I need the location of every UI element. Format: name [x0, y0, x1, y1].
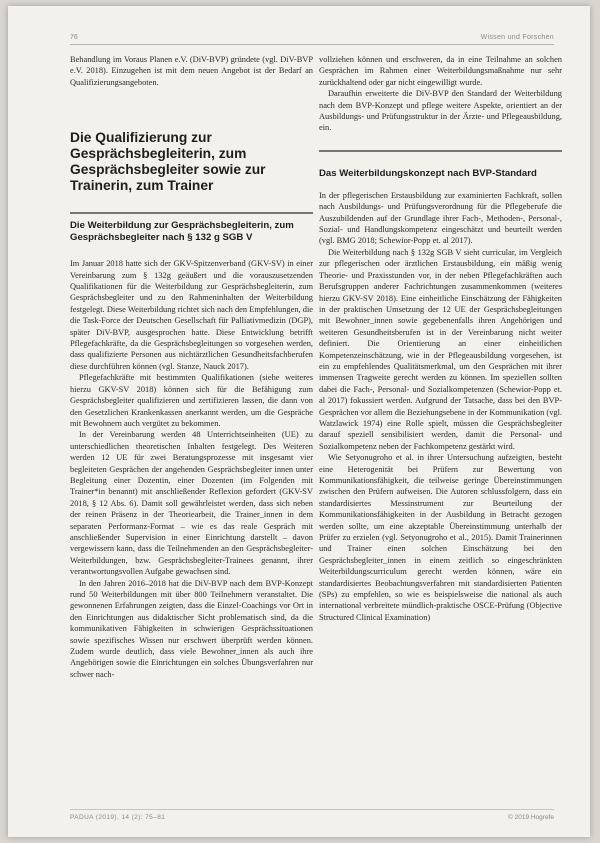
left-column — [70, 54, 313, 680]
body-paragraph: Die Weiterbildung nach § 132g SGB V sieht curricular, im Vergleich zur pflegerischen oder ärztlichen Erstausbildung, ein mäßig wenig Theorie- und Praxisstunden vor, in der neben Pflegefachkräften auch Berufsgruppen anderer Fachrichtungen zusammenkommen (weiteres hierzu GKV-SV 2018). Eine einheitliche Einschätzung der Fähigkeiten in der praktischen Umsetzung der 12 UE der Gesprächsbegleitungen mit Bewohner_innen sowie gegebenenfalls ihren Angehörigen und weiteren Gesundheitsberufen ist in der Vereinbarung nicht weiter definiert. Die Orientierung an einer einheitlichen Kompetenzeinschätzung, wie in der Pflegeausbildung vorgesehen, ist ein zu empfehlendes Qualitätsmerkmal, um den Gesprächen mit ihrer immensen Tragweite gerecht werden zu können. Im speziellen sollten dabei die Fach-, Personal- und Sozialkompetenzen (Schewior-Popp et. al 2017) fokussiert werden. Aufgrund der Tatsache, dass bei den BVP-Gesprächen vor allem die Beziehungsebene in der Kommunikation (vgl. Watzlawick 1974) eine Rolle spielt, müssen die Gesprächsbegleiter darauf speziell sensibilisiert werden, damit die Personal- und Sozialkompetenz neben der Fachkompetenz gestärkt wird. — [319, 247, 562, 451]
body-paragraph: In den Jahren 2016–2018 hat die DiV-BVP nach dem BVP-Konzept rund 50 Weiterbildungen mit über 800 Teilnehmern veranstaltet. Die gewonnenen Erfahrungen zeigten, dass die Einzel-Coachings vor Ort in den Einrichtungen aus didaktischer Sicht problematisch sind, da die kommunikativen Fähigkeiten in schwierigen Gesprächssituationen sowie spezifisches Wissen nur erschwert überprüft werden können. Zudem wurde deutlich, dass viele Bewohner_innen als auch ihre Angehörigen sowie die Einrichtungen ein solches Übungsverfahren nur schwer nach- — [70, 578, 313, 679]
journal-page — [8, 6, 590, 837]
body-paragraph: Daraufhin erweiterte die DiV-BVP den Standard der Weiterbildung nach dem BVP-Konzept und pflege weitere Aspekte, orientiert an der Ausbildungs- und Prüfungsstruktur in der Ärzte- und Pflegeausbildung, ein. — [319, 89, 562, 133]
page-footer — [70, 809, 554, 824]
page-number: 76 — [70, 34, 78, 41]
body-paragraph: Pflegefachkräfte mit bestimmten Qualifikationen (siehe weiteres hierzu GKV-SV 2018) können sich für die Befähigung zum Gesprächsbegleiter qualifizieren und zertifizieren lassen, die dann von den Gesetzlichen Krankenkassen anerkannt werden, um die Gespräche mit Bewohnern auch vergütet zu bekommen. — [70, 373, 313, 428]
journal-citation: PADUA (2019), 14 (2): 75–81 — [70, 814, 166, 821]
running-head — [70, 34, 554, 45]
copyright-notice: © 2019 Hogrefe — [508, 814, 554, 821]
heading-rule — [70, 212, 313, 214]
right-column — [319, 54, 562, 623]
heading-rule — [319, 150, 562, 152]
subsection-heading: Das Weiterbildungskonzept nach BVP-Standard — [319, 167, 537, 179]
body-paragraph: In der pflegerischen Erstausbildung zur examinierten Fachkraft, sollen nach Ausbildungs- und Prüfungsverordnung für die Pflegeberufe die Auszubildenden auf der Grundlage ihrer Fach-, Methoden-, Personal-, Sozial- und Handlungskompetenz eingeschätzt und beurteilt werden (vgl. BMG 2018; Schewior-Popp et. al 2017). — [319, 190, 562, 246]
body-paragraph: Im Januar 2018 hatte sich der GKV-Spitzenverband (GKV-SV) in einer Vereinbarung zum § 132g geäußert und die vorauszusetzenden Qualifikationen für die Weiterbildung zur Gesprächsbegleiterin, zum Gesprächsbegleiter und zu den Rahmeninhalten der Weiterbildung festgelegt. Diese Weiterbildung richtet sich nach den Empfehlungen, die die Task-Force der Deutschen Gesellschaft für Palliativmedizin (DGP), später DiV-BVP, ausgesprochen hatte. Diese Entwicklung betrifft Pflegefachkräfte, da die Gesprächsbegleitungen so vorgesehen werden, dass qualifizierte Personen aus nichtärztlichen Gesundheitsfachberufen diese durchführen können (vgl. Stanze, Nauck 2017). — [70, 259, 313, 371]
section-heading: Die Qualifizierung zur Gesprächsbegleiterin, zum Gesprächsbegleiter sowie zur Trainerin, zum Trainer — [70, 130, 266, 194]
body-paragraph: In der Vereinbarung werden 48 Unterrichtseinheiten (UE) zu unterschiedlichen theoretischen Inhalten festgelegt. Des Weiteren werden 12 UE für zwei Beratungsprozesse mit insgesamt vier begleiteten Gesprächen der angehenden Gesprächsbegleiter innen unter Begleitung einer Dozentin, einer Dozenten (im Folgenden mit Trainer*in benannt) mit anschließender Reflexion gefordert (GKV-SV 2018, § 12 Abs. 6). Damit soll gewährleistet werden, dass sich neben der reinen Präsenz in der Theoriearbeit, die Trainer_innen in dem separaten Performanz-Format – wie es das reale Gespräch mit anschließender Supervision in einer Einrichtung darstellt – davon vergewissern kann, dass die Teilnehmenden an den Gesprächsbegleiter-Weiterbildungen, bzw. Gesprächsbegleiter-Trainees genannt, ihrer verantwortungsvollen Aufgabe gewachsen sind. — [70, 430, 313, 577]
section-title: Wissen und Forschen — [480, 34, 554, 41]
body-paragraph: Wie Setyonugroho et al. in ihrer Untersuchung aufzeigten, besteht eine Heterogenität bei Prüfern zur Bewertung von Kommunikationsfähigkeit, die teilweise geringe Übereinstimmungen zwischen den Prüfern aufweisen. Die Autoren schlussfolgern, dass ein standardisiertes Messinstrument zur Beurteilung der Kommunikationsfähigkeiten in der Ausbildung in Betracht gezogen werden sollte, um eine akzeptable Übereinstimmung unterhalb der Prüfer zu erzielen (vgl. Setyonugroho et al., 2015). Damit Trainerinnen und Trainer einen solchen Einschätzung bei den Gesprächsbegleiter_innen in einem zeitlich so eingeschränkten Weiterbildungscurriculum gerecht werden können, wäre ein standardisiertes Beobachtungsverfahren mit standardisierten Patienten (SPs) zu empfehlen, so wie es beispielsweise die national als auch international verbreitete mündlich-praktische OSCE-Prüfung (Objective Structured Clinical Examination) — [319, 453, 562, 622]
intro-paragraph: Behandlung im Voraus Planen e.V. (DiV-BVP) gründete (vgl. DiV-BVP e.V. 2018). Einzugehen ist mit dem neuen Angebot ist der Bedarf an Qualifizierungsangeboten. — [70, 55, 313, 87]
continued-paragraph: vollziehen können und erschweren, da in eine Teilnahme an solchen Gesprächen im Rahmen einer Weiterbildungsmaßnahme nur sehr zurückhaltend oder gar nicht eingewilligt wurde. — [319, 55, 562, 87]
subsection-heading: Die Weiterbildung zur Gesprächsbegleiterin, zum Gesprächsbegleiter nach § 132 g SGB V — [70, 220, 294, 244]
